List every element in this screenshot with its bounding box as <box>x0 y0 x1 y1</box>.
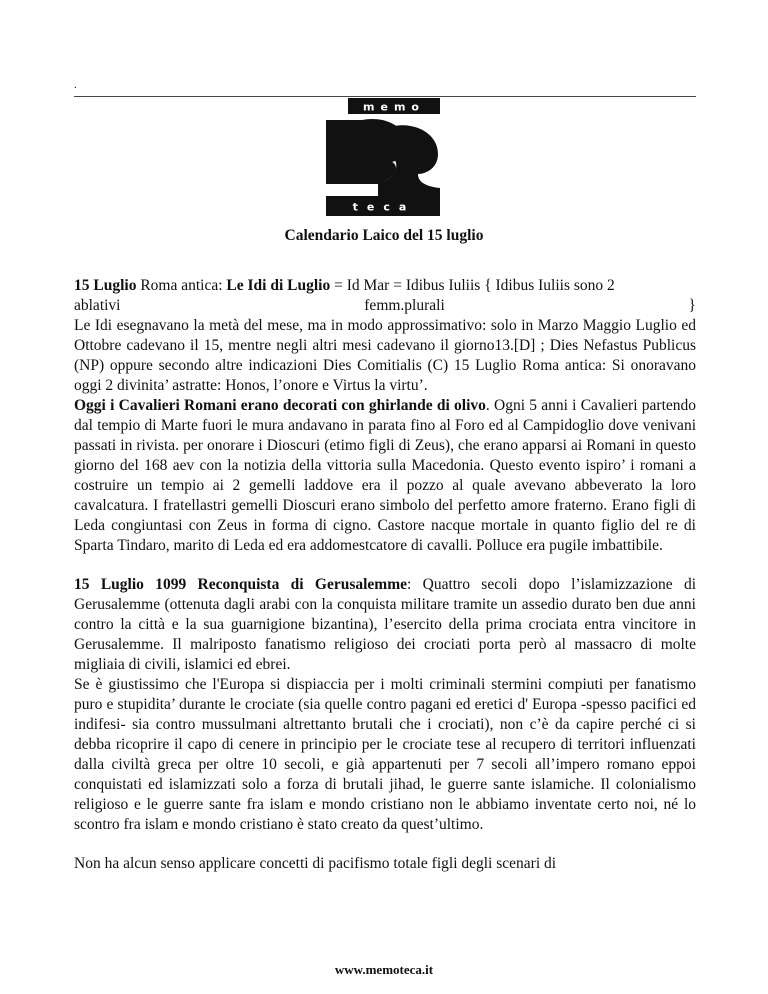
header-dot: . <box>74 79 77 91</box>
entry-date: 15 Luglio <box>74 277 137 294</box>
entry-cavalieri <box>74 396 696 556</box>
entry-text: . Ogni 5 anni i Cavalieri partendo dal tempio di Marte fuori le mura andavano in parata fino al Foro ed al Campidoglio dove venivani passati in rivista. per onorare i Dioscuri (etimo figli di Zeus), che erano apparsi ai Romani in questo giorno del 168 aev con la notizia della vittoria sulla Macedonia. Questo evento ispiro’ i romani a costruire un tempio ai 2 gemelli laddove era il pozzo al quale avevano abbeverato la loro cavalcatura. I fratellastri gemelli Dioscuri erano simbolo del perfetto amore fraterno. Erano figli di Leda congiuntasi con Zeus in forma di cigno. Castore nacque mortale in quanto figlio del re di Sparta Tindaro, marito di Leda ed era addomestcatore di cavalli. Polluce era pugile imbattibile. <box>74 397 696 554</box>
memoteca-logo <box>326 98 440 216</box>
entry-text: Le Idi esegnavano la metà del mese, ma in modo approssimativo: solo in Marzo Maggio Luglio ed Ottobre cadevano il 15, mentre negli altri mesi cadevano il giorno13.[D] ; Dies Nefastus Publicus (NP) oppure secondo altre indicazioni Dies Comitialis (C) 15 Luglio Roma antica: Si onoravano oggi 2 divinita’ astratte: Honos, l’onore e Virtus la virtu’. <box>74 317 696 394</box>
document-body <box>74 276 696 874</box>
entry-text-line: ablativi femm.plurali } <box>74 297 696 314</box>
entry-text: Se è giustissimo che l'Europa si dispiaccia per i molti criminali stermini compiuti per fanatismo puro e stupidita’ durante le crociate (sia quelle contro pagani ed eretici d' Europa -spesso pacifici ed indifesi- sia contro mussulmani altrettanto brutali che i crociati), non c’è da capire perché ci si debba ricoprire il capo di cenere in principio per le crociate tese al recupero di territori influenzati dalla civiltà greca per oltre 10 secoli, e già appartenuti per 7 secoli all’impero romano eppoi conquistati ed islamizzati solo a forza di brutali jihad, le guerre sante islamiche. Il colonialismo religioso e le guerre sante fra islam e mondo cristiano non le abbiamo inventate certo noi, né lo scontro fra islam e mondo cristiano è stato creato da quest’ultimo. <box>74 676 696 833</box>
logo-memo-text: memo <box>363 100 425 114</box>
entry-text: = Id Mar = Idibus Iuliis { Idibus Iuliis sono 2 <box>330 277 615 294</box>
entry-heading: Le Idi di Luglio <box>226 277 331 294</box>
entry-text: Roma antica: <box>136 277 227 294</box>
logo-teca-text: teca <box>352 200 416 214</box>
entry-idi-luglio <box>74 276 696 296</box>
footer-url: www.memoteca.it <box>334 962 434 977</box>
page-title: Calendario Laico del 15 luglio <box>284 227 484 244</box>
entry-gerusalemme <box>74 575 696 675</box>
entry-text: : Quattro secoli dopo l’islamizzazione di Gerusalemme (ottenuta dagli arabi con la conquista militare tramite un assedio durato ben due anni contro la città e la sua guarnigione bizantina), l’esercito della prima crociata entra vincitore in Gerusalemme. Il malriposto fanatismo religioso dei crociati porta però al massacro di molte migliaia di civili, islamici ed ebrei. <box>74 576 696 673</box>
entry-heading: 15 Luglio 1099 Reconquista di Gerusalemme <box>74 576 407 593</box>
entry-heading: Oggi i Cavalieri Romani erano decorati con ghirlande di olivo <box>74 397 486 414</box>
entry-pacifismo: Non ha alcun senso applicare concetti di pacifismo totale figli degli scenari di <box>74 855 557 872</box>
header-rule <box>74 96 696 97</box>
